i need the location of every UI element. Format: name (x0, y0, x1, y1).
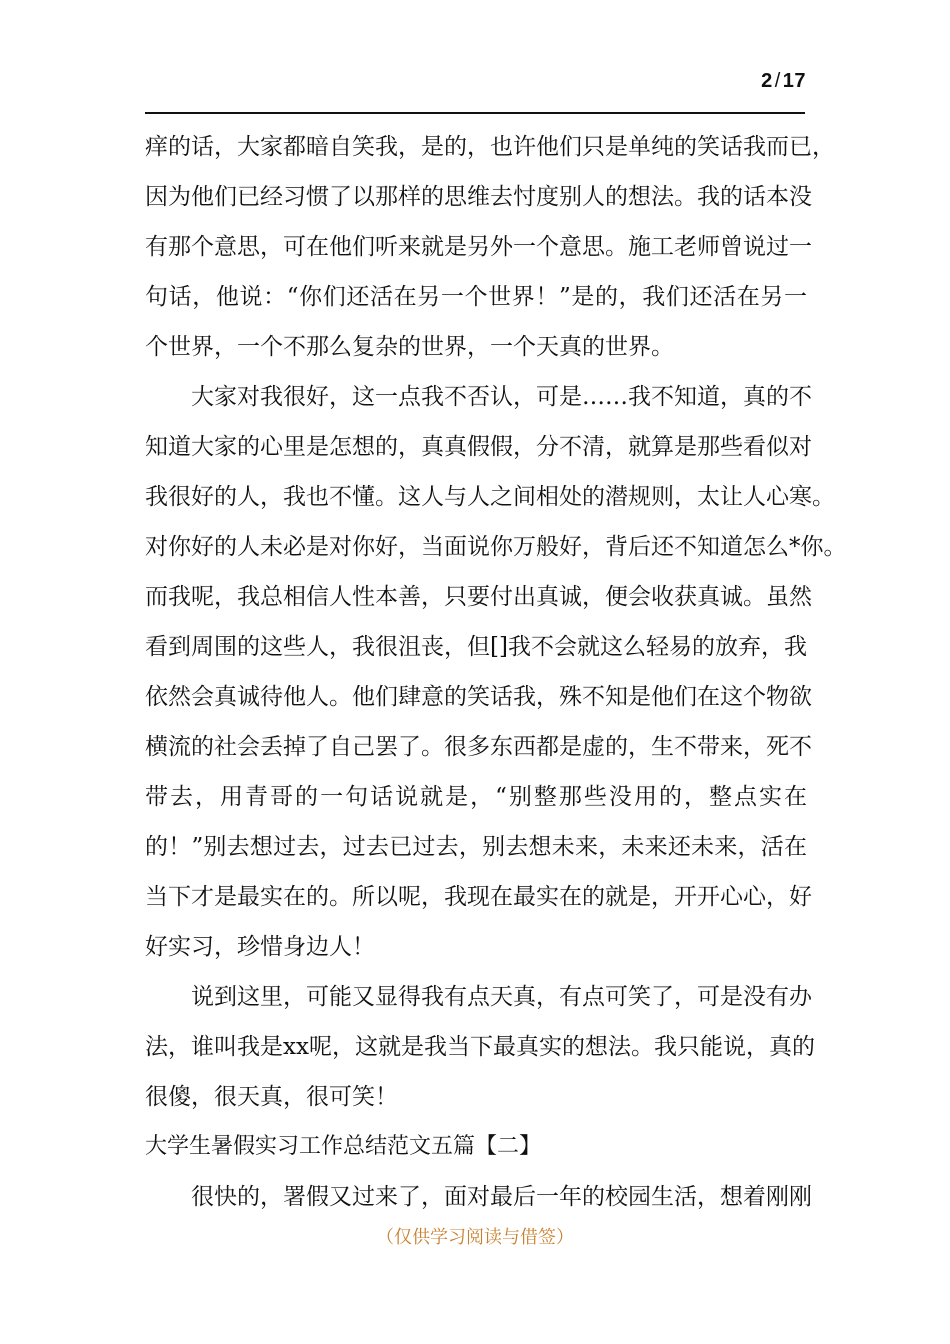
page-number-total: 17 (782, 70, 806, 92)
page-number (761, 70, 806, 93)
body-line: 我很好的人，我也不懂。这人与人之间相处的潜规则，太让人心寒。 (145, 484, 835, 510)
body-line: 有那个意思，可在他们听来就是另外一个意思。施工老师曾说过一 (145, 234, 812, 260)
body-line: 法，谁叫我是xx呢，这就是我当下最真实的想法。我只能说，真的 (145, 1034, 815, 1060)
body-line: 痒的话，大家都暗自笑我，是的，也许他们只是单纯的笑话我而已， (145, 134, 835, 160)
body-line: 带去，用青哥的一句话说就是，“别整那些没用的，整点实在 (145, 784, 807, 810)
body-line: 横流的社会丢掉了自己罢了。很多东西都是虚的，生不带来，死不 (145, 734, 812, 760)
footer-note: （仅供学习阅读与借签） (376, 1227, 574, 1248)
page-number-current: 2 (761, 70, 773, 92)
body-line: 当下才是最实在的。所以呢，我现在最实在的就是，开开心心，好 (145, 884, 812, 910)
paragraph-first-line: 大家对我很好，这一点我不否认，可是……我不知道，真的不 (191, 384, 812, 410)
body-line: 而我呢，我总相信人性本善，只要付出真诚，便会收获真诚。虽然 (145, 584, 812, 610)
body-line: 知道大家的心里是怎想的，真真假假，分不清，就算是那些看似对 (145, 434, 812, 460)
body-line: 个世界，一个不那么复杂的世界，一个天真的世界。 (145, 334, 674, 360)
header-rule (145, 112, 805, 114)
paragraph-first-line: 说到这里，可能又显得我有点天真，有点可笑了，可是没有办 (191, 984, 812, 1010)
body-line: 很傻，很天真，很可笑！ (145, 1084, 398, 1110)
page-number-separator: / (774, 70, 781, 92)
body-line: 句话，他说：“你们还活在另一个世界！”是的，我们还活在另一 (145, 284, 807, 310)
body-line: 的！”别去想过去，过去已过去，别去想未来，未来还未来，活在 (145, 834, 807, 860)
body-line: 依然会真诚待他人。他们肆意的笑话我，殊不知是他们在这个物欲 (145, 684, 812, 710)
body-line: 对你好的人未必是对你好，当面说你万般好，背后还不知道怎么*你。 (145, 534, 847, 560)
paragraph-first-line: 很快的，署假又过来了，面对最后一年的校园生活，想着刚刚 (191, 1184, 812, 1210)
body-line: 因为他们已经习惯了以那样的思维去忖度别人的想法。我的话本没 (145, 184, 812, 210)
body-line: 看到周围的这些人，我很沮丧，但[]我不会就这么轻易的放弃，我 (145, 634, 807, 660)
body-line: 好实习，珍惜身边人！ (145, 934, 375, 960)
section-heading: 大学生暑假实习工作总结范文五篇【二】 (145, 1134, 542, 1159)
